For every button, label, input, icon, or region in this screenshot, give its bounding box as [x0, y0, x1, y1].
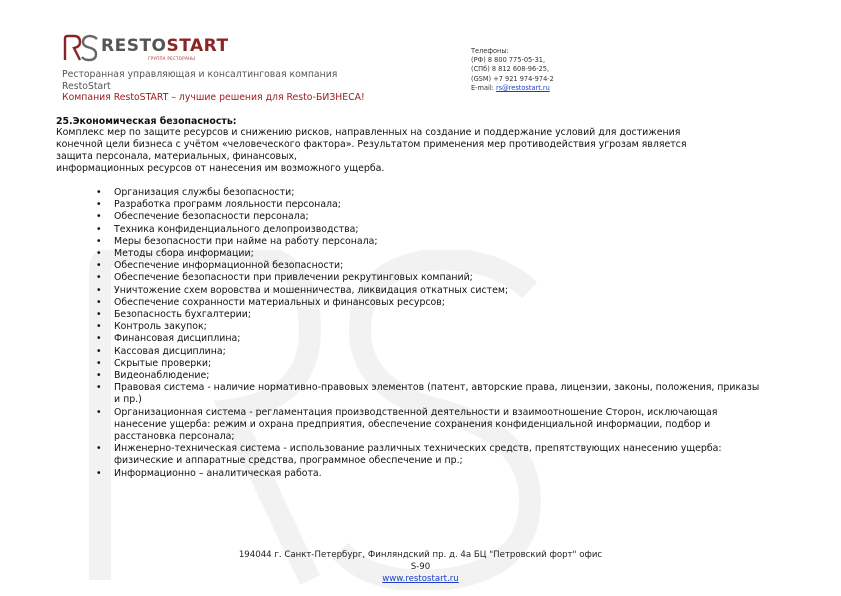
phones-label: Телефоны:	[471, 47, 509, 55]
contacts-block	[471, 47, 554, 93]
list-item	[96, 370, 766, 382]
list-item	[96, 211, 766, 223]
logo-subtitle: ГРУППА РЕСТОРАНЫ	[148, 56, 196, 61]
company-slogan: Компания RestoSTART – лучшие решения для Resto-БИЗНЕСА!	[62, 92, 365, 103]
list-item	[96, 224, 766, 236]
bullet-icon: •	[96, 272, 102, 284]
list-item-text: Организация службы безопасности;	[114, 187, 295, 198]
list-item-text: Финансовая дисциплина;	[114, 333, 241, 345]
measures-list	[96, 187, 766, 480]
list-item	[96, 260, 766, 272]
list-item	[96, 443, 766, 467]
rs-monogram-icon	[62, 34, 100, 62]
company-info	[62, 69, 365, 104]
list-item	[96, 248, 766, 260]
email-label: E-mail:	[471, 83, 496, 92]
list-item-text: Обеспечение сохранности материальных и финансовых ресурсов;	[114, 296, 445, 308]
bullet-icon: •	[96, 382, 102, 394]
list-item-text: Меры безопасности при найме на работу персонала;	[114, 235, 378, 247]
list-item	[96, 199, 766, 211]
bullet-icon: •	[96, 345, 102, 357]
list-item	[96, 407, 766, 444]
logo-word-resto: RESTO	[101, 36, 167, 56]
list-item-text: Техника конфиденциального делопроизводства;	[114, 223, 359, 235]
bullet-icon: •	[96, 443, 102, 455]
company-description: Ресторанная управляющая и консалтинговая компания	[62, 69, 338, 80]
list-item-text: Скрытые проверки;	[114, 357, 212, 369]
bullet-icon: •	[96, 370, 102, 382]
list-item-text: Методы сбора информации;	[114, 248, 254, 260]
list-item-text: Инженерно-техническая система - использование различных технических средств, препятствующих нанесению ущерба: физические и аппаратные средства, программное обеспечение и пр.;	[114, 443, 722, 467]
footer-page-number: S-90	[410, 562, 431, 572]
list-item-text: Контроль закупок;	[114, 321, 207, 333]
section-title: 25.Экономическая безопасность:	[56, 116, 237, 127]
list-item-text: Информационно – аналитическая работа.	[114, 467, 322, 479]
bullet-icon: •	[96, 223, 102, 235]
list-item-text: Кассовая дисциплина;	[114, 345, 226, 357]
list-item-text: Безопасность бухгалтерии;	[114, 309, 251, 321]
footer-address: 194044 г. Санкт-Петербург, Финляндский пр. д. 4а БЦ "Петровский форт" офис	[238, 550, 603, 560]
bullet-icon: •	[96, 357, 102, 369]
bullet-icon: •	[96, 296, 102, 308]
list-item	[96, 468, 766, 480]
list-item	[96, 346, 766, 358]
list-item-text: Разработка программ лояльности персонала;	[114, 199, 341, 211]
list-item-text: Организационная система - регламентация производственной деятельности и взаимоотношение Сторон, исключающая нанесение ущерба: режим и охрана предприятия, обеспечение сохранения конфиденциальной информации, подбор и расстановка персонала;	[114, 406, 718, 443]
bullet-icon: •	[96, 406, 102, 418]
bullet-icon: •	[96, 333, 102, 345]
bullet-icon: •	[96, 235, 102, 247]
bullet-icon: •	[96, 260, 102, 272]
phone-gsm: (GSM) +7 921 974-974-2	[471, 74, 554, 83]
bullet-icon: •	[96, 211, 102, 223]
intro-line: конечной цели бизнеса с учётом «человеческого фактора». Результатом применения мер противодействия угрозам является	[56, 139, 687, 151]
list-item	[96, 309, 766, 321]
list-item-text: Уничтожение схем воровства и мошенничества, ликвидация откатных систем;	[114, 284, 509, 296]
list-item-text: Правовая система - наличие нормативно-правовых элементов (патент, авторские права, лицензии, законы, положения, приказы и пр.)	[114, 382, 760, 406]
list-item	[96, 321, 766, 333]
intro-line: Комплекс мер по защите ресурсов и снижению рисков, направленных на создание и поддержание условий для достижения	[56, 127, 681, 138]
list-item	[96, 382, 766, 406]
logo-word-start: START	[166, 36, 229, 56]
email-link[interactable]: rs@restostart.ru	[496, 83, 550, 92]
logo-wordmark	[101, 36, 229, 56]
phone-rf: (РФ) 8 800 775-05-31,	[471, 56, 546, 65]
bullet-icon: •	[96, 199, 102, 211]
list-item	[96, 272, 766, 284]
list-item	[96, 187, 766, 199]
list-item	[96, 297, 766, 309]
list-item-text: Обеспечение информационной безопасности;	[114, 260, 344, 272]
bullet-icon: •	[96, 187, 102, 198]
restostart-logo[interactable]	[62, 34, 229, 64]
list-item	[96, 358, 766, 370]
section-intro	[56, 127, 746, 175]
bullet-icon: •	[96, 321, 102, 333]
email-line	[471, 84, 554, 93]
company-name: RestoStart	[62, 80, 111, 92]
list-item	[96, 285, 766, 297]
intro-line: защита персонала, материальных, финансовых,	[56, 151, 297, 163]
page-footer	[0, 549, 841, 585]
list-item-text: Обеспечение безопасности персонала;	[114, 211, 309, 223]
footer-website-link[interactable]: www.restostart.ru	[382, 574, 459, 584]
bullet-icon: •	[96, 467, 102, 479]
list-item	[96, 236, 766, 248]
list-item-text: Обеспечение безопасности при привлечении рекрутинговых компаний;	[114, 272, 473, 284]
bullet-icon: •	[96, 248, 102, 260]
list-item	[96, 333, 766, 345]
bullet-icon: •	[96, 309, 102, 321]
intro-line: информационных ресурсов от нанесения им возможного ущерба.	[56, 163, 385, 175]
phone-spb: (СПб) 8 812 608-96-25,	[471, 65, 550, 74]
bullet-icon: •	[96, 284, 102, 296]
list-item-text: Видеонаблюдение;	[114, 370, 210, 382]
